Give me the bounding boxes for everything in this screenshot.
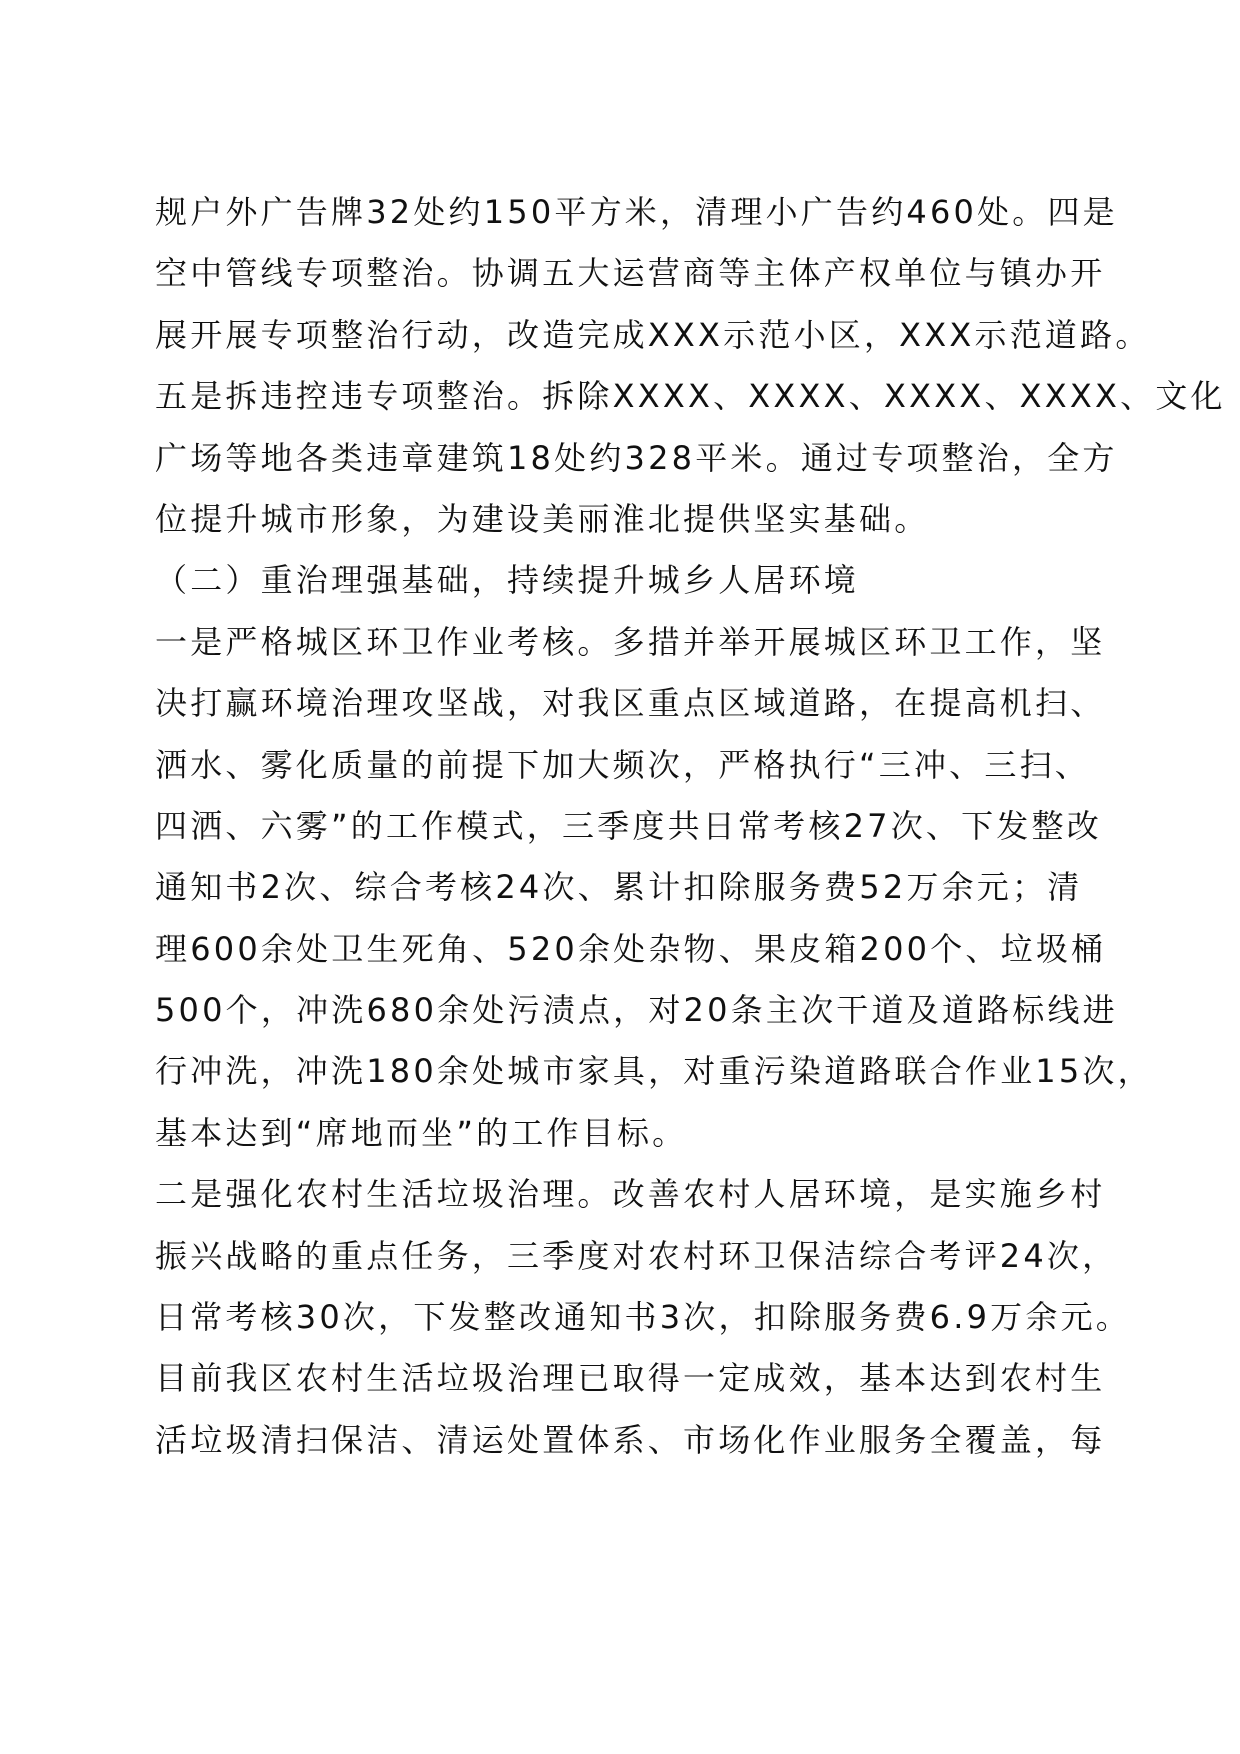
text-line: 行冲洗，冲洗180余处城市家具，对重污染道路联合作业15次， bbox=[155, 1052, 1153, 1091]
text-line: 一是严格城区环卫作业考核。多措并举开展城区环卫工作，坚 bbox=[155, 622, 1106, 661]
text-line: 空中管线专项整治。协调五大运营商等主体产权单位与镇办开 bbox=[155, 254, 1106, 293]
text-line: 日常考核30次，下发整改通知书3次，扣除服务费6.9万余元。 bbox=[155, 1298, 1131, 1337]
text-line: 目前我区农村生活垃圾治理已取得一定成效，基本达到农村生 bbox=[155, 1359, 1106, 1398]
section-heading: （二）重治理强基础，持续提升城乡人居环境 bbox=[155, 561, 860, 600]
text-line: 五是拆违控违专项整治。拆除XXXX、XXXX、XXXX、XXXX、文化 bbox=[155, 377, 1226, 416]
text-line: 振兴战略的重点任务，三季度对农村环卫保洁综合考评24次， bbox=[155, 1236, 1118, 1275]
text-line: 二是强化农村生活垃圾治理。改善农村人居环境，是实施乡村 bbox=[155, 1175, 1106, 1214]
text-line: 规户外广告牌32处约150平方米，清理小广告约460处。四是 bbox=[155, 193, 1118, 231]
text-line: 位提升城市形象，为建设美丽淮北提供坚实基础。 bbox=[155, 499, 930, 538]
text-line: 活垃圾清扫保洁、清运处置体系、市场化作业服务全覆盖，每 bbox=[155, 1420, 1106, 1459]
text-line: 500个，冲洗680余处污渍点，对20条主次干道及道路标线进 bbox=[155, 991, 1118, 1030]
text-line: 理600余处卫生死角、520余处杂物、果皮箱200个、垃圾桶 bbox=[155, 929, 1107, 968]
text-line: 决打赢环境治理攻坚战，对我区重点区域道路，在提高机扫、 bbox=[155, 684, 1106, 723]
text-line: 通知书2次、综合考核24次、累计扣除服务费52万余元；清 bbox=[155, 868, 1083, 907]
body-text bbox=[155, 182, 1226, 1471]
text-line: 四洒、六雾”的工作模式，三季度共日常考核27次、下发整改 bbox=[155, 806, 1102, 845]
text-line: 广场等地各类违章建筑18处约328平米。通过专项整治，全方 bbox=[155, 438, 1118, 477]
text-line: 展开展专项整治行动，改造完成XXX示范小区，XXX示范道路。 bbox=[155, 315, 1151, 354]
text-line: 基本达到“席地而坐”的工作目标。 bbox=[155, 1113, 688, 1152]
text-line: 洒水、雾化质量的前提下加大频次，严格执行“三冲、三扫、 bbox=[155, 745, 1090, 784]
